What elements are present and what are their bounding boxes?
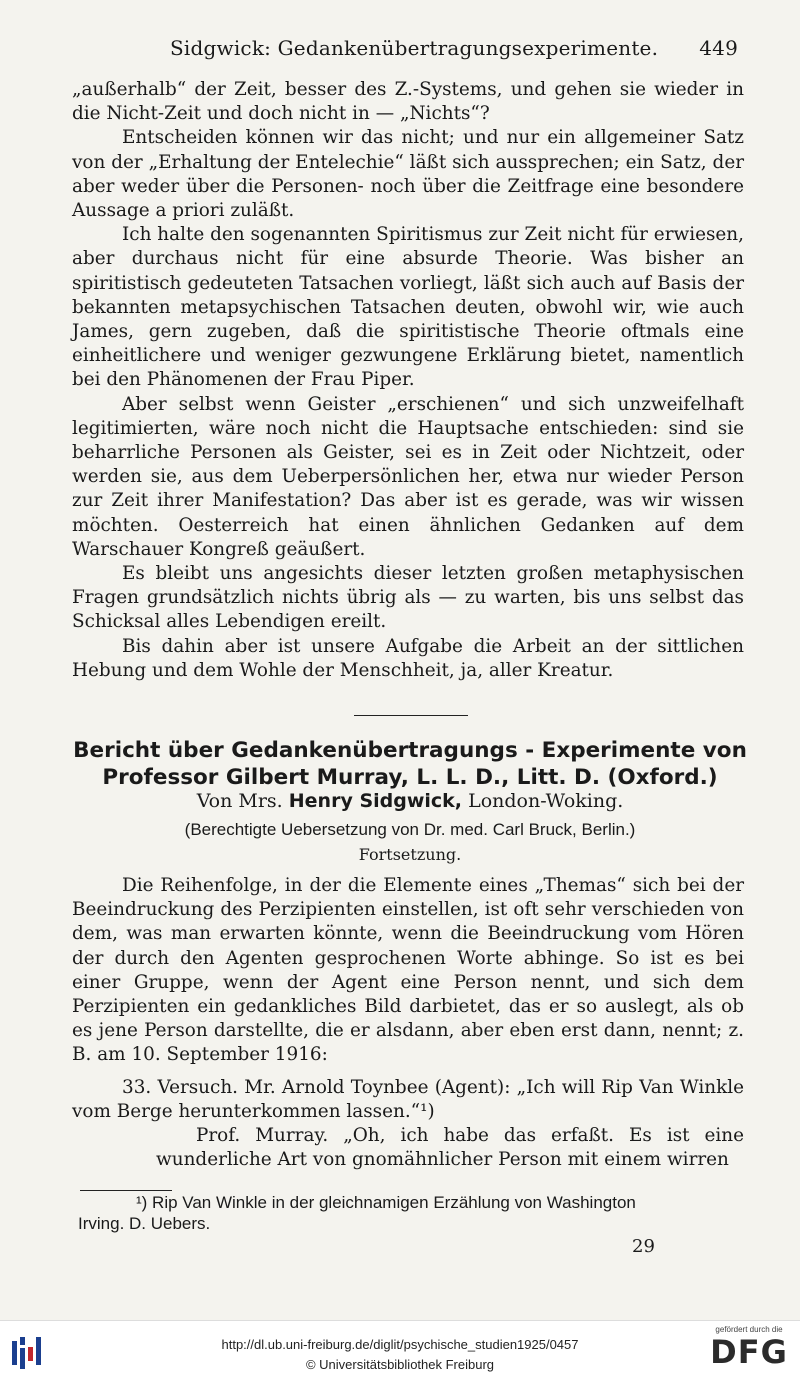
dfg-caption: gefördert durch die <box>715 1325 783 1334</box>
footnote <box>78 1192 748 1234</box>
article-title-line-1: Bericht über Gedankenübertragungs - Experimente von <box>73 738 747 763</box>
paragraph-3: Ich halte den sogenannten Spiritismus zur Zeit nicht für erwiesen, aber durchaus nicht für eine absurde Theorie. Was bisher an spiritistisch gedeuteten Tatsachen vorliegt, läßt sich auch auf Basis der bekannten metapsychischen Tatsachen deuten, obwohl wir, wie auch James, gern zugeben, daß die spiritistische Theorie oftmals eine einheitlichere und weniger gezwungene Erklärung bietet, namentlich bei den Phänomenen der Frau Piper. <box>72 224 744 391</box>
document-url[interactable]: http://dl.ub.uni-freiburg.de/diglit/psychische_studien1925/0457 <box>221 1337 579 1352</box>
paragraph-5: Es bleibt uns angesichts dieser letzten großen metaphysischen Fragen grundsätzlich nichts übrig als — zu warten, bis uns selbst das Schicksal alles Lebendigen ereilt. <box>72 563 744 633</box>
footnote-rule <box>80 1190 172 1191</box>
paragraph-4: Aber selbst wenn Geister „erschienen“ und sich unzweifelhaft legitimierten, wäre noch nicht die Hauptsache entschieden: sind sie beharrliche Personen als Geister, sei es in Zeit oder Nichtzeit, oder werden sie, aus dem Ueberpersönlichen her, etwa nur wieder Person zur Zeit ihrer Manifestation? Das aber ist es gerade, was wir wissen möchten. Oesterreich hat einen ähnlichen Gedanken auf dem Warschauer Kongreß geäußert. <box>72 393 744 560</box>
top-text-block <box>72 78 744 683</box>
byline <box>72 790 748 812</box>
paragraph-1: „außerhalb“ der Zeit, besser des Z.-Systems, und gehen sie wieder in die Nicht-Zeit und doch nicht in — „Nichts“? <box>72 79 744 125</box>
paragraph-6: Bis dahin aber ist unsere Aufgabe die Arbeit an der sittlichen Hebung und dem Wohle der Menschheit, ja, aller Kreatur. <box>72 635 744 681</box>
copyright-notice: © Universitätsbibliothek Freiburg <box>305 1357 495 1372</box>
page-number: 449 <box>699 36 738 60</box>
continuation-label: Fortsetzung. <box>358 845 462 864</box>
article-paragraph-3: Prof. Murray. „Oh, ich habe das erfaßt. Es ist eine wunderliche Art von gnomähnlicher Person mit einem wirren <box>156 1125 744 1171</box>
byline-place: London-Woking. <box>468 790 624 812</box>
dfg-logo <box>706 1325 792 1370</box>
article-text-block <box>72 874 744 1172</box>
article-title-line-2: Professor Gilbert Murray, L. L. D., Litt. D. (Oxford.) <box>102 765 718 790</box>
paragraph-2: Entscheiden können wir das nicht; und nur ein allgemeiner Satz von der „Erhaltung der Entelechie“ läßt sich aussprechen; ein Satz, der aber weder über die Personen- noch über die Zeitfrage eine besondere Aussage a priori zuläßt. <box>72 127 744 222</box>
byline-prefix: Von Mrs. <box>196 790 283 812</box>
viewer-footer-bar <box>0 1320 800 1382</box>
dfg-wordmark: DFG <box>710 1333 788 1371</box>
running-header <box>60 36 738 60</box>
translation-note: (Berechtigte Uebersetzung von Dr. med. Carl Bruck, Berlin.) <box>184 820 636 839</box>
article-paragraph-1: Die Reihenfolge, in der die Elemente eines „Themas“ sich bei der Beeindruckung des Perzipienten einstellen, ist oft sehr verschieden von dem, was man erwarten könnte, wenn die Beeindruckung vom Hören der durch den Agenten gesprochenen Worte abhinge. So ist es bei einer Gruppe, wenn der Agent eine Person nennt, und sich dem Perzipienten ein gedankliches Bild darbietet, das er so auslegt, als ob es jene Person darstellte, die er alsdann, aber eben erst dann, nennt; z. B. am 10. September 1916: <box>72 875 744 1066</box>
footnote-line-2: Irving. D. Uebers. <box>78 1214 211 1233</box>
section-divider <box>354 715 468 716</box>
article-paragraph-2: 33. Versuch. Mr. Arnold Toynbee (Agent): „Ich will Rip Van Winkle vom Berge herunterkommen lassen.“¹) <box>72 1076 744 1122</box>
footnote-line-1: ¹) Rip Van Winkle in der gleichnamigen Erzählung von Washington <box>136 1193 636 1212</box>
article-title <box>72 737 748 791</box>
page-footer-number: 29 <box>632 1236 655 1257</box>
running-title: Sidgwick: Gedankenübertragungsexperimente. <box>170 36 659 60</box>
byline-author: Henry Sidgwick, <box>288 790 463 812</box>
